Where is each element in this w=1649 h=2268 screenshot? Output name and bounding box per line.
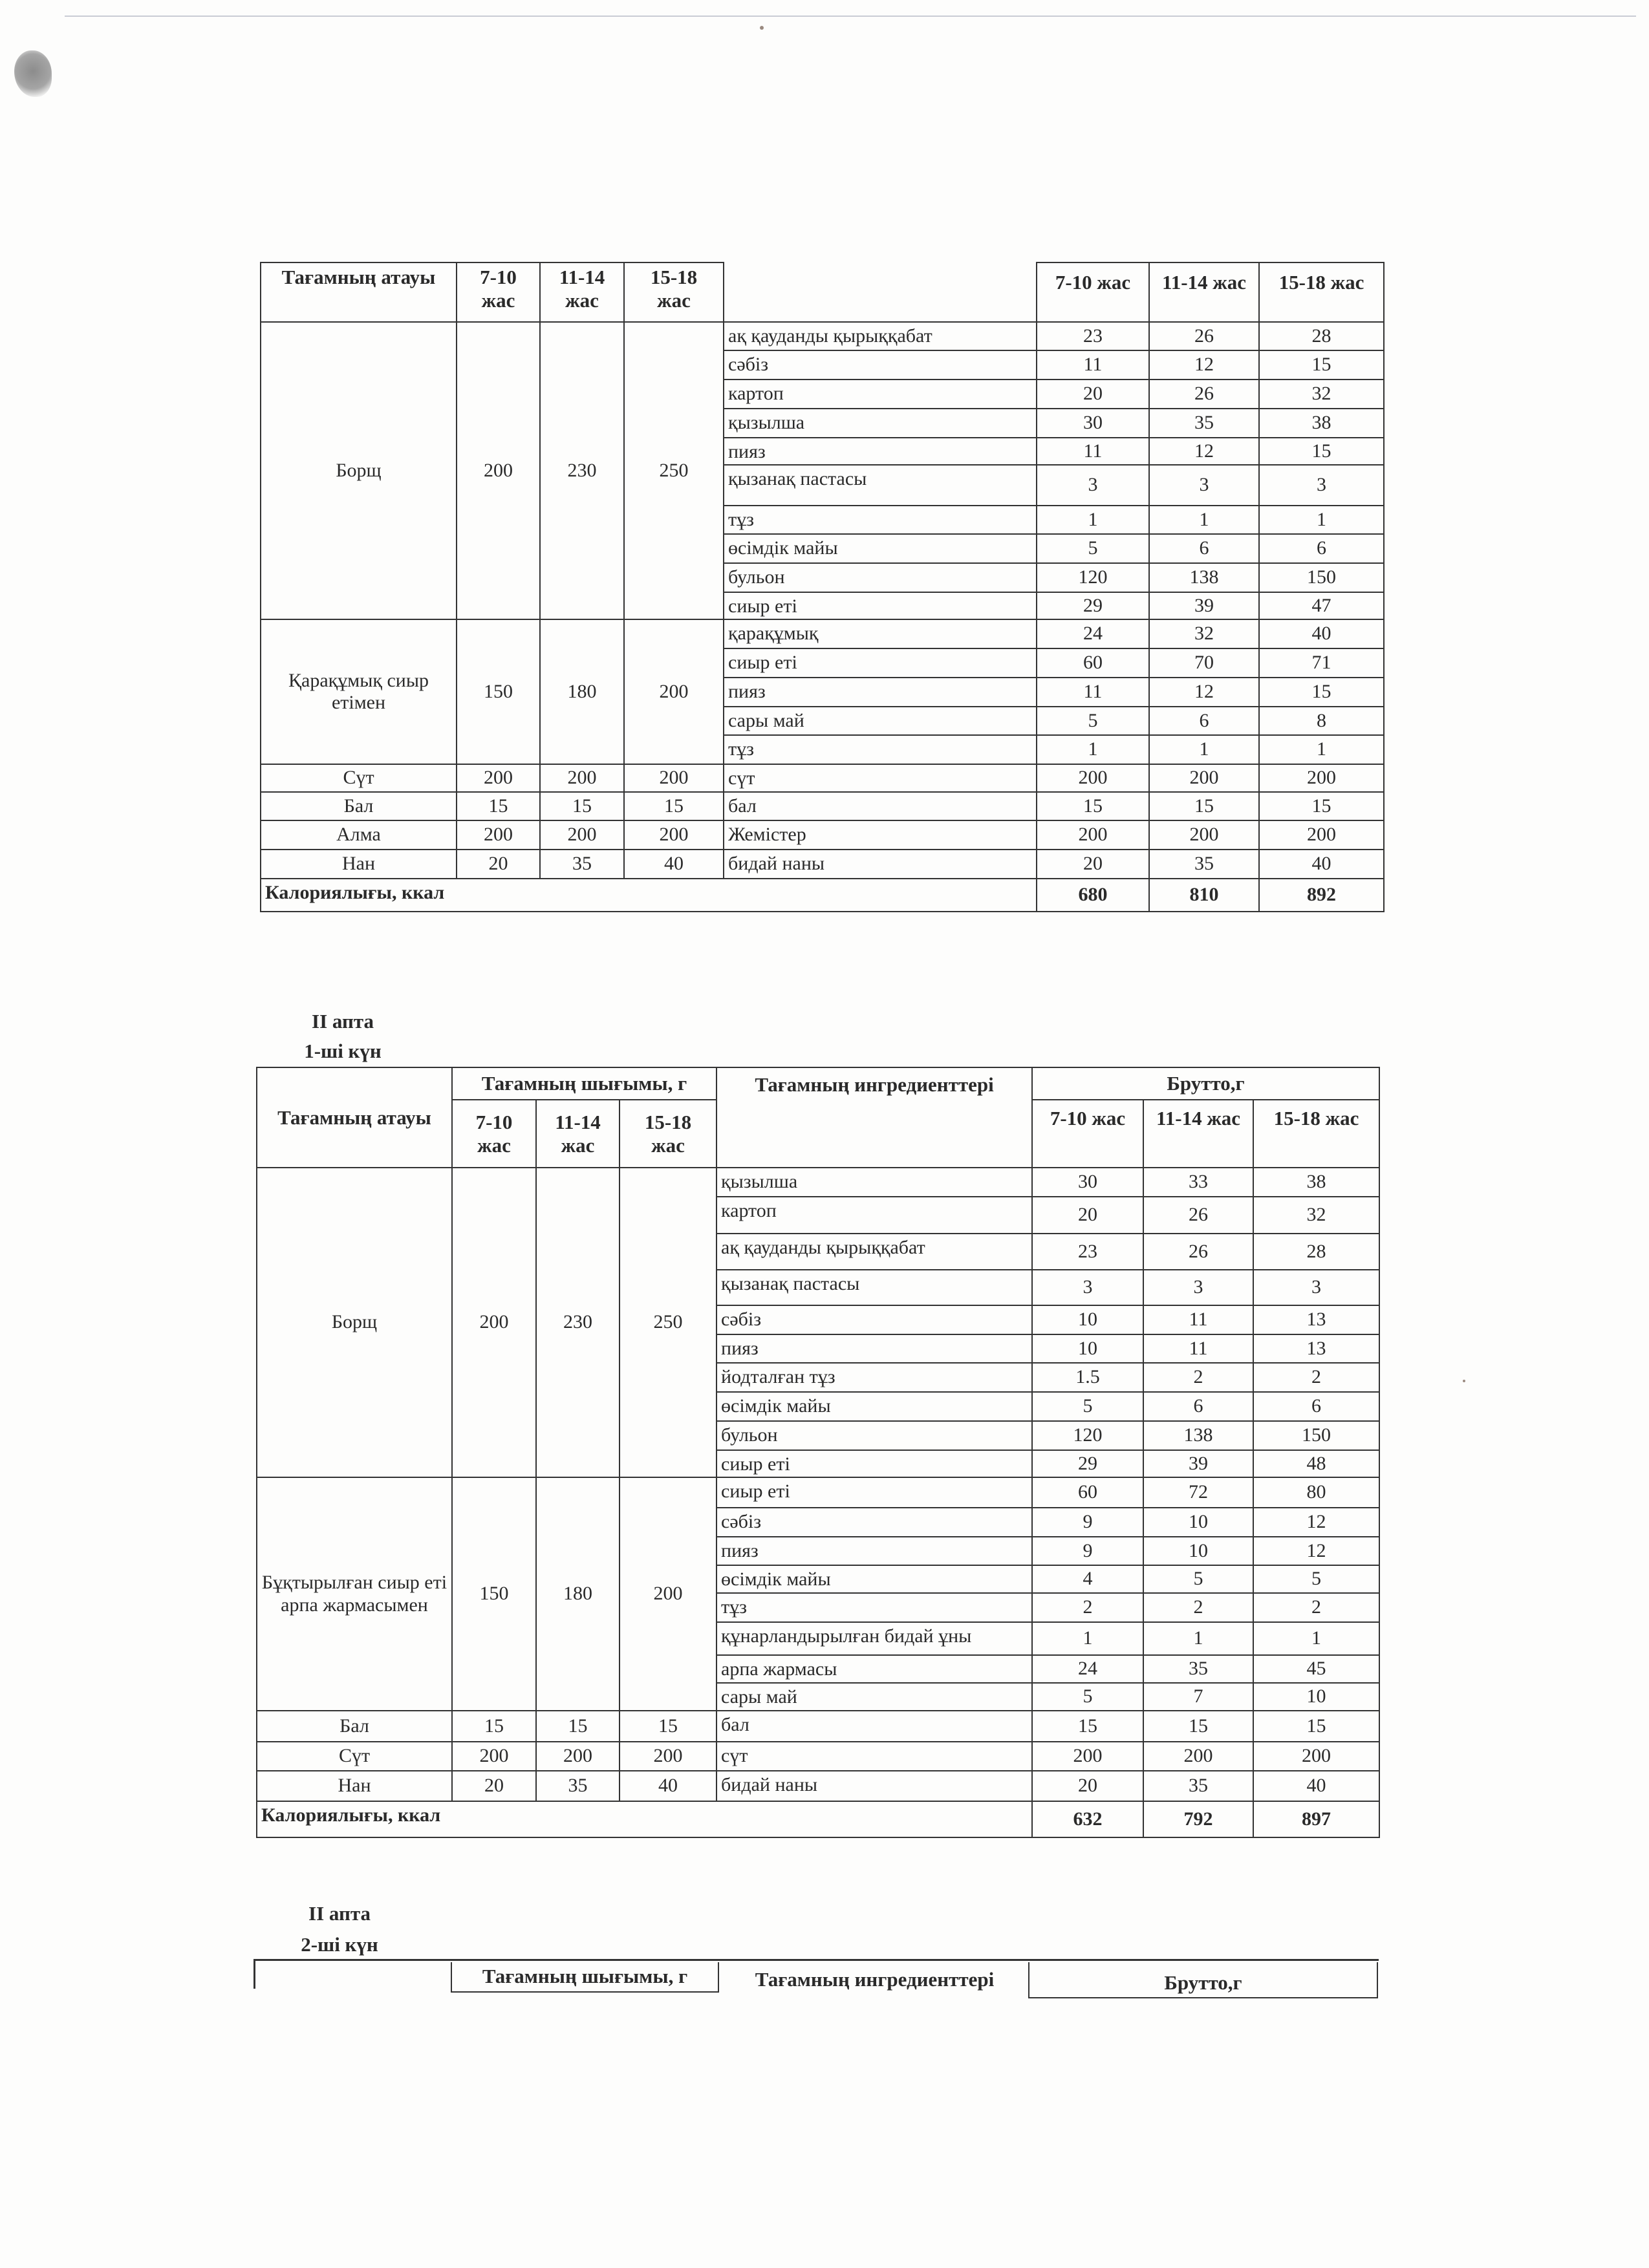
brutto-value: 200: [1037, 764, 1149, 792]
brutto-value: 200: [1149, 764, 1259, 792]
brutto-value: 6: [1149, 534, 1259, 563]
brutto-value: 4: [1032, 1565, 1143, 1593]
brutto-value: 1.5: [1032, 1363, 1143, 1392]
ingredient-name: ақ қауданды қырыққабат: [724, 322, 1037, 350]
brutto-value: 26: [1149, 322, 1259, 350]
brutto-value: 1: [1259, 735, 1384, 764]
brutto-value: 5: [1253, 1565, 1379, 1593]
calories-label: Калориялығы, ккал: [261, 879, 1037, 912]
brutto-value: 10: [1143, 1508, 1253, 1537]
dish-output-value: 20: [452, 1771, 536, 1801]
dish-output-value: 200: [540, 764, 624, 792]
brutto-value: 26: [1149, 380, 1259, 409]
brutto-value: 12: [1149, 678, 1259, 707]
ingredient-name: сиыр еті: [717, 1450, 1032, 1477]
brutto-value: 72: [1143, 1477, 1253, 1508]
header-brutto-age: 11-14 жас: [1143, 1100, 1253, 1168]
dish-output-value: 200: [452, 1742, 536, 1771]
brutto-value: 35: [1149, 850, 1259, 879]
brutto-value: 6: [1259, 534, 1384, 563]
brutto-value: 40: [1253, 1771, 1379, 1801]
ingredient-name: тұз: [724, 735, 1037, 764]
dish-name: Нан: [261, 850, 457, 879]
dish-output-value: 200: [540, 820, 624, 850]
brutto-value: 29: [1037, 592, 1149, 619]
brutto-value: 11: [1037, 350, 1149, 380]
brutto-value: 2: [1143, 1363, 1253, 1392]
week-label: II апта: [312, 1010, 374, 1032]
menu-table-1: [260, 262, 1385, 912]
ingredient-name: картоп: [724, 380, 1037, 409]
ingredient-name: өсімдік майы: [724, 534, 1037, 563]
brutto-value: 5: [1037, 534, 1149, 563]
brutto-group-cell: [1028, 1962, 1378, 1998]
dish-output-value: 150: [457, 619, 540, 764]
brutto-value: 47: [1259, 592, 1384, 619]
brutto-value: 11: [1037, 438, 1149, 465]
ingredient-name: тұз: [724, 506, 1037, 534]
table-header-row: [261, 262, 1384, 322]
brutto-value: 1: [1149, 735, 1259, 764]
dish-output-value: 250: [624, 322, 724, 619]
dish-output-value: 200: [536, 1742, 620, 1771]
brutto-value: 5: [1032, 1683, 1143, 1711]
brutto-value: 12: [1149, 350, 1259, 380]
calories-value: 792: [1143, 1801, 1253, 1837]
brutto-value: 12: [1253, 1537, 1379, 1565]
ingredient-name: сиыр еті: [724, 648, 1037, 678]
ingredient-name: сәбіз: [717, 1508, 1032, 1537]
brutto-value: 38: [1259, 409, 1384, 438]
brutto-value: 200: [1032, 1742, 1143, 1771]
calories-value: 810: [1149, 879, 1259, 912]
brutto-value: 45: [1253, 1655, 1379, 1683]
brutto-value: 80: [1253, 1477, 1379, 1508]
brutto-value: 3: [1259, 465, 1384, 506]
brutto-value: 5: [1032, 1392, 1143, 1421]
ingredient-name: пияз: [724, 678, 1037, 707]
ingredient-name: тұз: [717, 1593, 1032, 1622]
brutto-value: 24: [1037, 619, 1149, 648]
brutto-value: 1: [1143, 1622, 1253, 1655]
ingredient-name: құнарландырылған бидай ұны: [717, 1622, 1032, 1655]
dish-output-value: 15: [540, 792, 624, 820]
brutto-value: 10: [1143, 1537, 1253, 1565]
brutto-value: 1: [1149, 506, 1259, 534]
header-output-age: 15-18 жас: [620, 1100, 717, 1168]
dish-output-value: 200: [457, 764, 540, 792]
table-row: [261, 820, 1384, 850]
brutto-value: 33: [1143, 1168, 1253, 1197]
header-ingredients-group: Тағамның ингредиенттері: [717, 1067, 1032, 1168]
brutto-value: 2: [1143, 1593, 1253, 1622]
header-output-age: 7-10 жас: [452, 1100, 536, 1168]
brutto-value: 23: [1032, 1234, 1143, 1270]
header-brutto-age: 15-18 жас: [1259, 262, 1384, 322]
brutto-value: 13: [1253, 1334, 1379, 1363]
brutto-value: 26: [1143, 1234, 1253, 1270]
dish-output-value: 15: [536, 1711, 620, 1742]
week-label: II апта: [308, 1902, 371, 1925]
brutto-value: 200: [1253, 1742, 1379, 1771]
brutto-value: 32: [1259, 380, 1384, 409]
table-top-border: [253, 1959, 1379, 1961]
brutto-value: 7: [1143, 1683, 1253, 1711]
brutto-value: 3: [1253, 1270, 1379, 1305]
brutto-value: 1: [1037, 506, 1149, 534]
ingredient-name: қарақұмық: [724, 619, 1037, 648]
brutto-value: 15: [1143, 1711, 1253, 1742]
brutto-value: 1: [1259, 506, 1384, 534]
dish-output-value: 180: [536, 1477, 620, 1711]
calories-row: [257, 1801, 1379, 1837]
header-output-age: 7-10 жас: [457, 262, 540, 322]
calories-value: 892: [1259, 879, 1384, 912]
brutto-value: 6: [1149, 707, 1259, 735]
ingredient-name: йодталған тұз: [717, 1363, 1032, 1392]
brutto-value: 71: [1259, 648, 1384, 678]
dish-output-value: 40: [624, 850, 724, 879]
dish-output-value: 15: [620, 1711, 717, 1742]
header-brutto-age: 15-18 жас: [1253, 1100, 1379, 1168]
brutto-value: 11: [1143, 1334, 1253, 1363]
dish-output-value: 35: [540, 850, 624, 879]
dish-output-value: 40: [620, 1771, 717, 1801]
brutto-value: 2: [1253, 1593, 1379, 1622]
brutto-value: 200: [1143, 1742, 1253, 1771]
header-output-group: Тағамның шығымы, г: [452, 1067, 717, 1100]
table-header-row: [257, 1067, 1379, 1100]
dish-name: Борщ: [257, 1168, 452, 1477]
brutto-value: 13: [1253, 1305, 1379, 1334]
brutto-value: 28: [1253, 1234, 1379, 1270]
dish-name: Қарақұмық сиыр етімен: [261, 619, 457, 764]
ingredient-name: бал: [724, 792, 1037, 820]
ingredient-name: арпа жармасы: [717, 1655, 1032, 1683]
brutto-value: 6: [1253, 1392, 1379, 1421]
ingredient-name: бал: [717, 1711, 1032, 1742]
brutto-value: 20: [1037, 850, 1149, 879]
brutto-value: 15: [1259, 350, 1384, 380]
ingredient-name: сары май: [724, 707, 1037, 735]
brutto-value: 48: [1253, 1450, 1379, 1477]
brutto-value: 10: [1032, 1305, 1143, 1334]
brutto-value: 15: [1032, 1711, 1143, 1742]
ingredient-name: сәбіз: [724, 350, 1037, 380]
header-dish-name: Тағамның атауы: [257, 1067, 452, 1168]
brutto-value: 200: [1259, 764, 1384, 792]
header-output-age: 11-14 жас: [536, 1100, 620, 1168]
table-row: [257, 1168, 1379, 1197]
brutto-value: 20: [1032, 1771, 1143, 1801]
brutto-value: 5: [1143, 1565, 1253, 1593]
brutto-value: 40: [1259, 619, 1384, 648]
brutto-value: 10: [1032, 1334, 1143, 1363]
scan-smudge: [14, 50, 52, 97]
table-row: [261, 764, 1384, 792]
dish-output-value: 200: [624, 764, 724, 792]
brutto-value: 120: [1032, 1421, 1143, 1450]
dish-name: Бал: [261, 792, 457, 820]
brutto-value: 150: [1253, 1421, 1379, 1450]
dish-name: Алма: [261, 820, 457, 850]
ingredient-name: бидай наны: [724, 850, 1037, 879]
output-group-cell: [451, 1962, 719, 1993]
calories-label: Калориялығы, ккал: [257, 1801, 1032, 1837]
dish-name: Сүт: [261, 764, 457, 792]
brutto-value: 3: [1143, 1270, 1253, 1305]
brutto-value: 1: [1253, 1622, 1379, 1655]
dish-output-value: 230: [536, 1168, 620, 1477]
menu-table-2: [256, 1067, 1380, 1838]
brutto-value: 150: [1259, 563, 1384, 592]
brutto-value: 1: [1037, 735, 1149, 764]
ingredient-name: сүт: [717, 1742, 1032, 1771]
day-label: 2-ші күн: [301, 1933, 378, 1956]
header-dish-name: Тағамның атауы: [261, 262, 457, 322]
brutto-value: 3: [1032, 1270, 1143, 1305]
dish-name: Сүт: [257, 1742, 452, 1771]
header-ingredients-group: Тағамның ингредиенттері: [755, 1968, 995, 1991]
table-row: [261, 792, 1384, 820]
ingredient-name: қызанақ пастасы: [717, 1270, 1032, 1305]
brutto-value: 20: [1032, 1197, 1143, 1234]
header-output-age: 15-18 жас: [624, 262, 724, 322]
brutto-value: 35: [1149, 409, 1259, 438]
brutto-value: 200: [1259, 820, 1384, 850]
ingredient-name: Жемістер: [724, 820, 1037, 850]
dish-output-value: 180: [540, 619, 624, 764]
brutto-value: 10: [1253, 1683, 1379, 1711]
brutto-value: 12: [1253, 1508, 1379, 1537]
brutto-value: 9: [1032, 1537, 1143, 1565]
ingredient-name: сәбіз: [717, 1305, 1032, 1334]
brutto-value: 40: [1259, 850, 1384, 879]
ingredient-name: бульон: [717, 1421, 1032, 1450]
brutto-value: 11: [1143, 1305, 1253, 1334]
dish-name: Бұқтырылған сиыр еті арпа жармасымен: [257, 1477, 452, 1711]
brutto-value: 39: [1149, 592, 1259, 619]
dish-name: Борщ: [261, 322, 457, 619]
header-brutto-age: 7-10 жас: [1037, 262, 1149, 322]
brutto-value: 8: [1259, 707, 1384, 735]
dish-output-value: 250: [620, 1168, 717, 1477]
table-row: [257, 1711, 1379, 1742]
brutto-value: 6: [1143, 1392, 1253, 1421]
ingredient-name: пияз: [717, 1334, 1032, 1363]
brutto-value: 20: [1037, 380, 1149, 409]
header-brutto-group: Брутто,г: [1164, 1971, 1242, 1994]
dish-output-value: 200: [457, 820, 540, 850]
ingredient-name: өсімдік майы: [717, 1565, 1032, 1593]
brutto-value: 38: [1253, 1168, 1379, 1197]
brutto-value: 30: [1037, 409, 1149, 438]
brutto-value: 15: [1149, 792, 1259, 820]
brutto-value: 15: [1259, 792, 1384, 820]
brutto-value: 32: [1149, 619, 1259, 648]
dish-output-value: 15: [624, 792, 724, 820]
calories-value: 897: [1253, 1801, 1379, 1837]
brutto-value: 9: [1032, 1508, 1143, 1537]
brutto-value: 138: [1149, 563, 1259, 592]
header-brutto-age: 7-10 жас: [1032, 1100, 1143, 1168]
ingredient-name: қызылша: [724, 409, 1037, 438]
brutto-value: 11: [1037, 678, 1149, 707]
brutto-value: 3: [1037, 465, 1149, 506]
brutto-value: 35: [1143, 1771, 1253, 1801]
brutto-value: 15: [1253, 1711, 1379, 1742]
brutto-value: 15: [1259, 678, 1384, 707]
brutto-value: 3: [1149, 465, 1259, 506]
ingredient-name: пияз: [724, 438, 1037, 465]
brutto-value: 39: [1143, 1450, 1253, 1477]
brutto-value: 138: [1143, 1421, 1253, 1450]
scan-speck: [760, 26, 764, 30]
brutto-value: 26: [1143, 1197, 1253, 1234]
brutto-value: 35: [1143, 1655, 1253, 1683]
dish-output-value: 200: [620, 1477, 717, 1711]
dish-output-value: 200: [457, 322, 540, 619]
brutto-value: 1: [1032, 1622, 1143, 1655]
brutto-value: 15: [1037, 792, 1149, 820]
brutto-value: 30: [1032, 1168, 1143, 1197]
scan-speck: [1463, 1380, 1465, 1382]
header-brutto-age: 11-14 жас: [1149, 262, 1259, 322]
header-output-group: Тағамның шығымы, г: [482, 1965, 688, 1987]
ingredient-name: пияз: [717, 1537, 1032, 1565]
ingredient-name: сүт: [724, 764, 1037, 792]
ingredient-name: бидай наны: [717, 1771, 1032, 1801]
table-row: [261, 850, 1384, 879]
brutto-value: 29: [1032, 1450, 1143, 1477]
brutto-value: 24: [1032, 1655, 1143, 1683]
brutto-value: 200: [1149, 820, 1259, 850]
table-left-border: [253, 1959, 255, 1989]
table-row: [261, 322, 1384, 350]
header-ingredients-blank: [724, 262, 1037, 322]
dish-output-value: 200: [620, 1742, 717, 1771]
ingredient-name: өсімдік майы: [717, 1392, 1032, 1421]
brutto-value: 2: [1032, 1593, 1143, 1622]
header-output-age: 11-14 жас: [540, 262, 624, 322]
dish-output-value: 200: [624, 820, 724, 850]
dish-output-value: 20: [457, 850, 540, 879]
dish-output-value: 200: [624, 619, 724, 764]
dish-output-value: 35: [536, 1771, 620, 1801]
table-row: [257, 1477, 1379, 1508]
dish-output-value: 150: [452, 1477, 536, 1711]
calories-value: 680: [1037, 879, 1149, 912]
ingredient-name: қызылша: [717, 1168, 1032, 1197]
calories-row: [261, 879, 1384, 912]
brutto-value: 28: [1259, 322, 1384, 350]
brutto-value: 200: [1037, 820, 1149, 850]
brutto-value: 23: [1037, 322, 1149, 350]
brutto-value: 15: [1259, 438, 1384, 465]
calories-value: 632: [1032, 1801, 1143, 1837]
dish-name: Бал: [257, 1711, 452, 1742]
dish-output-value: 15: [457, 792, 540, 820]
table-row: [257, 1742, 1379, 1771]
day-label: 1-ші күн: [304, 1040, 382, 1062]
ingredient-name: қызанақ пастасы: [724, 465, 1037, 506]
dish-name: Нан: [257, 1771, 452, 1801]
ingredient-name: сиыр еті: [724, 592, 1037, 619]
brutto-value: 2: [1253, 1363, 1379, 1392]
ingredient-name: сиыр еті: [717, 1477, 1032, 1508]
ingredient-name: бульон: [724, 563, 1037, 592]
brutto-value: 120: [1037, 563, 1149, 592]
dish-output-value: 15: [452, 1711, 536, 1742]
dish-output-value: 200: [452, 1168, 536, 1477]
ingredient-name: ақ қауданды қырыққабат: [717, 1234, 1032, 1270]
scan-edge-line: [65, 16, 1636, 17]
brutto-value: 70: [1149, 648, 1259, 678]
table-row: [261, 619, 1384, 648]
header-brutto-group: Брутто,г: [1032, 1067, 1379, 1100]
brutto-value: 12: [1149, 438, 1259, 465]
table-row: [257, 1771, 1379, 1801]
ingredient-name: картоп: [717, 1197, 1032, 1234]
brutto-value: 60: [1032, 1477, 1143, 1508]
brutto-value: 32: [1253, 1197, 1379, 1234]
ingredient-name: сары май: [717, 1683, 1032, 1711]
brutto-value: 60: [1037, 648, 1149, 678]
dish-output-value: 230: [540, 322, 624, 619]
brutto-value: 5: [1037, 707, 1149, 735]
